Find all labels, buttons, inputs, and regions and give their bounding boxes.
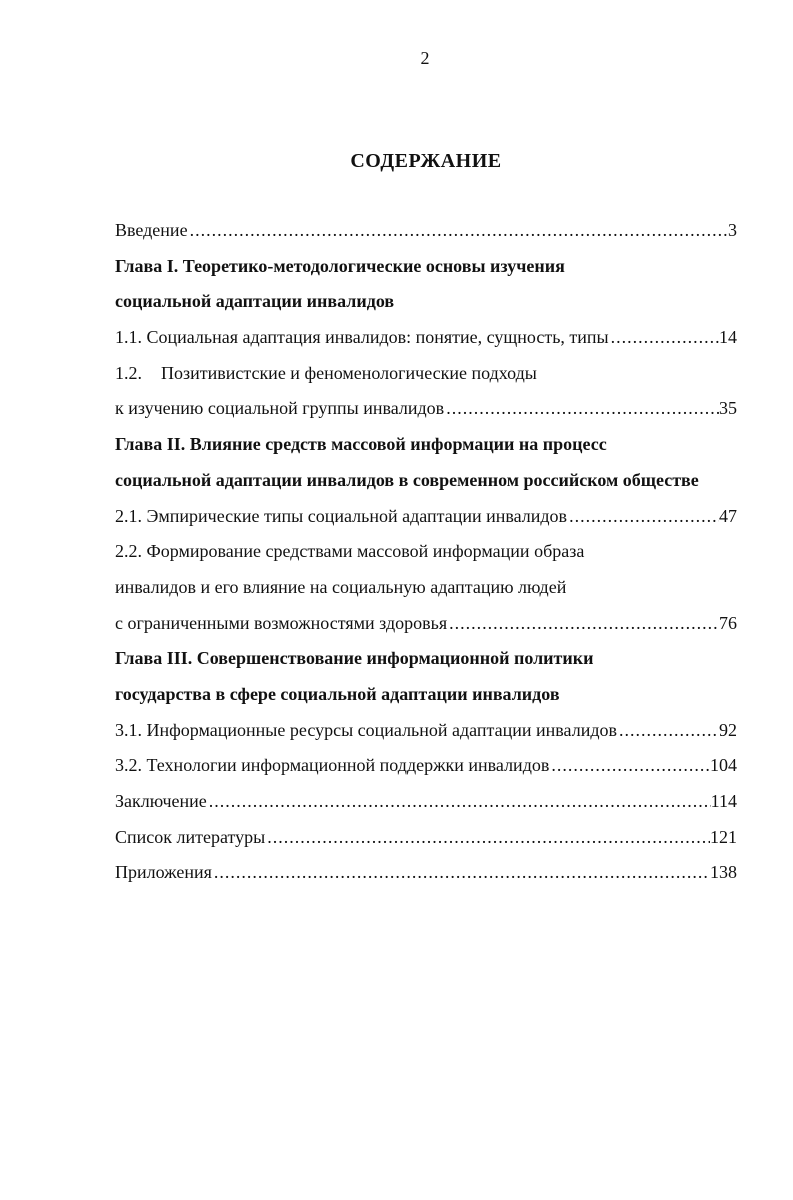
toc-entry-text: 1.1. Социальная адаптация инвалидов: понятие, сущность, типы <box>115 327 609 348</box>
toc-entry-1-2-line-1 <box>115 359 737 395</box>
toc-entry-page: 114 <box>710 791 737 811</box>
toc-entry-3-2 <box>115 751 737 787</box>
toc-entry-text: Заключение <box>115 791 207 811</box>
toc-entry-1-1 <box>115 323 737 359</box>
leader-dots <box>447 609 719 637</box>
toc-entry-2-2-line-3 <box>115 609 737 645</box>
toc-entry-1-2-line-2 <box>115 394 737 430</box>
toc-entry-number: 1.2. <box>115 362 142 383</box>
toc-entry-page: 92 <box>719 719 737 740</box>
leader-dots <box>617 716 719 744</box>
toc-entry-conclusion <box>115 787 737 823</box>
toc-chapter-3-line-2: государства в сфере социальной адаптации инвалидов <box>115 683 560 704</box>
toc-entry-page: 104 <box>710 755 737 776</box>
page-title: СОДЕРЖАНИЕ <box>350 150 502 172</box>
toc-entry-page: 3 <box>728 220 737 240</box>
toc-chapter-1-line-1: Глава I. Теоретико-методологические основы изучения <box>115 255 565 276</box>
leader-dots <box>265 823 710 851</box>
leader-dots <box>188 216 728 244</box>
toc-entry-text: Приложения <box>115 862 212 883</box>
toc-chapter-3-line-1: Глава III. Совершенствование информационной политики <box>115 648 594 669</box>
toc-entry-page: 76 <box>719 612 737 633</box>
toc-entry-intro <box>115 216 737 252</box>
toc-entry-page: 35 <box>719 398 737 419</box>
toc-entry-text: Позитивистские и феноменологические подходы <box>161 362 537 383</box>
leader-dots <box>567 502 719 530</box>
toc-entry-text: 2.1. Эмпирические типы социальной адаптации инвалидов <box>115 505 568 526</box>
toc-chapter-1-line-2: социальной адаптации инвалидов <box>115 291 395 312</box>
toc-entry-2-2-line-1: 2.2. Формирование средствами массовой информации образа <box>115 541 585 562</box>
leader-dots <box>549 751 710 779</box>
toc-entry-text: 3.2. Технологии информационной поддержки инвалидов <box>115 755 550 776</box>
toc-entry-text: Список литературы <box>115 826 266 847</box>
toc-entry-appendices <box>115 858 737 894</box>
toc-entry-2-1 <box>115 502 737 538</box>
leader-dots <box>444 394 719 422</box>
table-of-contents <box>115 216 737 894</box>
toc-entry-text: к изучению социальной группы инвалидов <box>115 398 445 419</box>
toc-entry-references <box>115 823 737 859</box>
toc-chapter-2-line-2: социальной адаптации инвалидов в современном российском обществе <box>115 469 699 490</box>
leader-dots <box>212 858 710 886</box>
toc-entry-text: с ограниченными возможностями здоровья <box>115 612 448 633</box>
toc-entry-page: 121 <box>710 826 737 847</box>
leader-dots <box>207 787 711 815</box>
toc-entry-2-2-line-2: инвалидов и его влияние на социальную адаптацию людей <box>115 576 567 597</box>
toc-entry-page: 47 <box>719 505 737 526</box>
leader-dots <box>609 323 719 351</box>
toc-chapter-2-line-1: Глава II. Влияние средств массовой информации на процесс <box>115 434 607 455</box>
page-number: 2 <box>420 48 430 68</box>
toc-entry-text: 3.1. Информационные ресурсы социальной адаптации инвалидов <box>115 719 617 740</box>
toc-entry-page: 138 <box>710 862 737 883</box>
toc-entry-text: Введение <box>115 220 188 240</box>
toc-entry-3-1 <box>115 716 737 752</box>
toc-entry-page: 14 <box>719 327 737 348</box>
